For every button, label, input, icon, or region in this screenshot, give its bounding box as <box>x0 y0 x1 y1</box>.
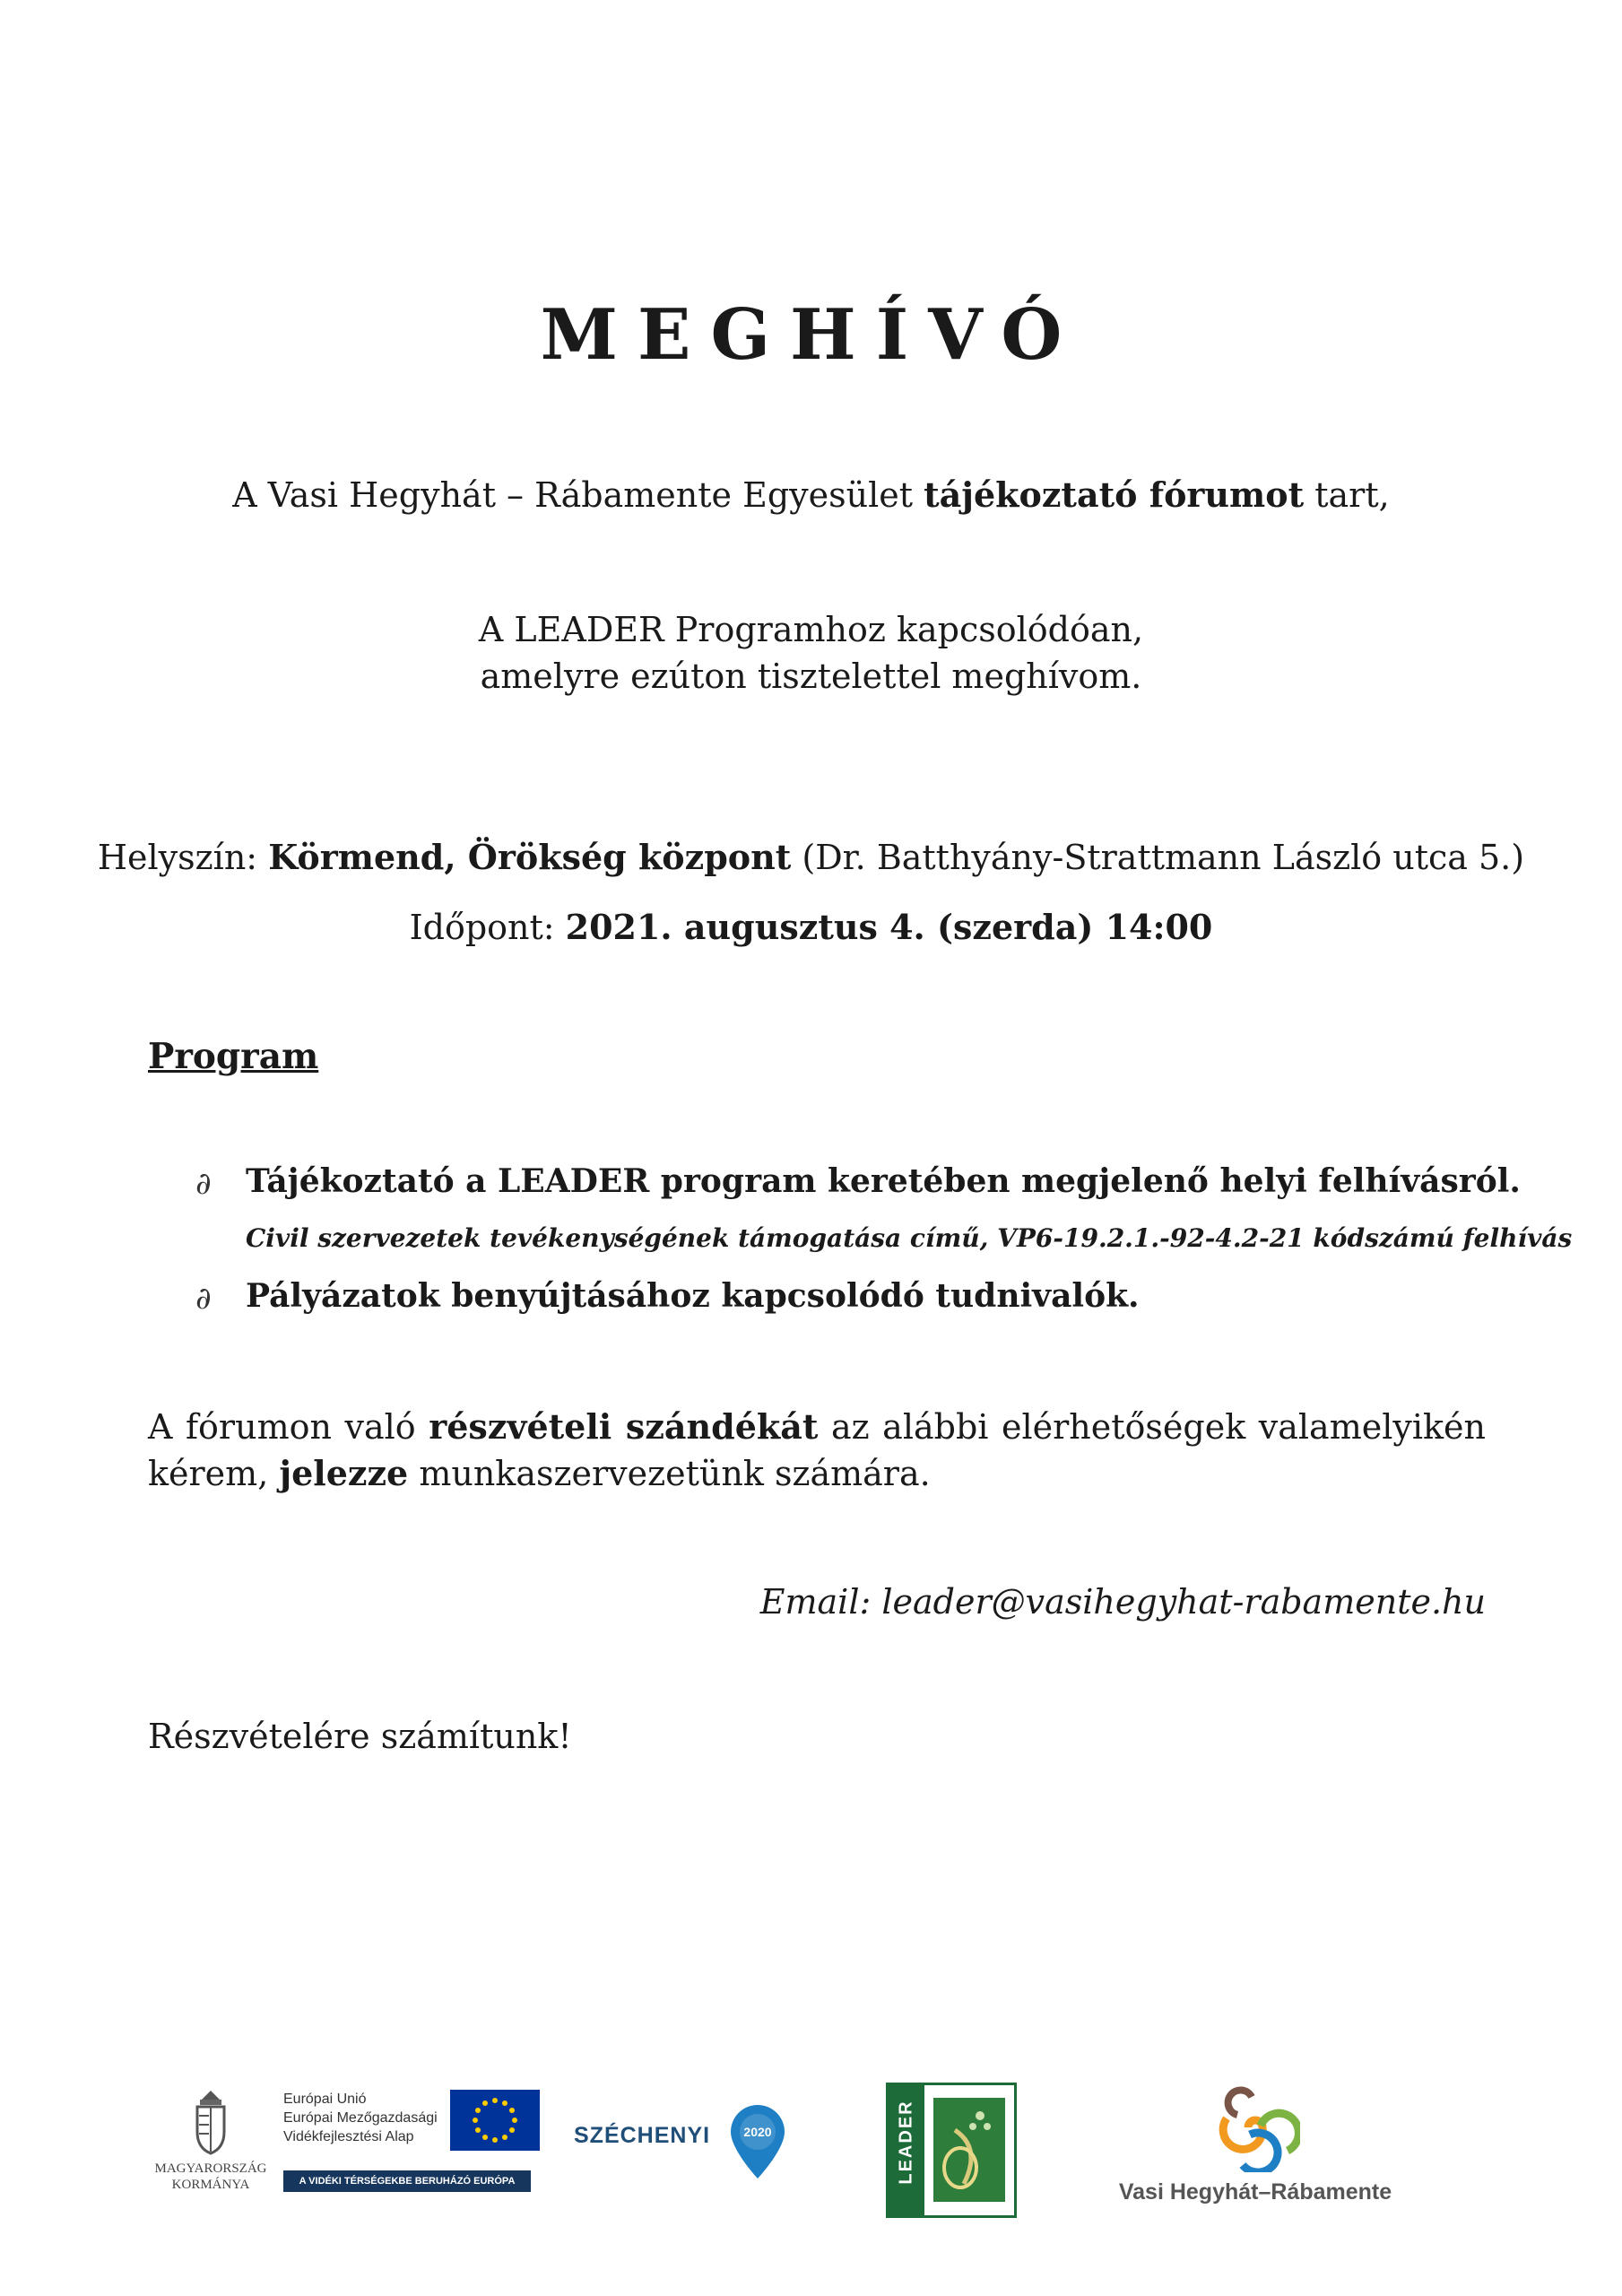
triskelion-icon <box>1210 2083 1300 2172</box>
intro-tail: tart, <box>1304 475 1390 515</box>
time-line <box>0 904 1622 951</box>
participation-bold-1: részvételi szándékát <box>429 1406 819 1447</box>
bullet-icon: ∂ <box>195 1281 212 1317</box>
intro-bold: tájékoztató fórumot <box>924 474 1305 515</box>
document-title: MEGHÍVÓ <box>540 294 1082 376</box>
participation-text-1: A fórumon való <box>148 1407 429 1447</box>
location-line <box>0 834 1622 881</box>
invite-line-2: amelyre ezúton tisztelettel meghívom. <box>480 657 1142 696</box>
participation-text-2: az alábbi elérhetőségek valamelyikén kérem, <box>148 1407 1486 1493</box>
szechenyi-text: SZÉCHENYI <box>574 2123 711 2148</box>
participation-bold-2: jelezze <box>279 1453 409 1493</box>
location-pin-icon <box>728 2103 787 2180</box>
kormany-line-2: KORMÁNYA <box>171 2178 250 2192</box>
invite-line-1: A LEADER Programhoz kapcsolódóan, <box>478 610 1144 649</box>
eu-line-2: Európai Mezőgazdasági <box>283 2110 438 2126</box>
program-item-2: Pályázatok benyújtásához kapcsolódó tudnivalók. <box>246 1277 1140 1315</box>
leader-text: LEADER <box>896 2100 916 2185</box>
kormany-line-1: MAGYARORSZÁG <box>154 2161 267 2176</box>
participation-paragraph <box>148 1404 1486 1497</box>
intro-line <box>0 472 1622 518</box>
time-value: 2021. augusztus 4. (szerda) 14:00 <box>565 907 1213 947</box>
szechenyi-logo <box>574 2103 789 2184</box>
program-heading: Program <box>148 1036 319 1077</box>
closing-line: Részvételére számítunk! <box>148 1717 572 1756</box>
program-item-1: Tájékoztató a LEADER program keretében megjelenő helyi felhívásról. <box>246 1162 1521 1200</box>
location-label: Helyszín: <box>97 838 269 877</box>
program-item-1-sub: Civil szervezetek tevékenységének támogatása című, VP6-19.2.1.-92-4.2-21 kódszámú felhívás <box>246 1223 1573 1253</box>
location-place: Körmend, Örökség központ <box>268 837 792 877</box>
intro-text: A Vasi Hegyhát – Rábamente Egyesület <box>232 475 924 515</box>
eu-line-3: Vidékfejlesztési Alap <box>283 2129 414 2144</box>
vhr-text: Vasi Hegyhát–Rábamente <box>1118 2179 1392 2205</box>
szechenyi-year: 2020 <box>743 2125 772 2139</box>
email-contact: Email: leader@vasihegyhat-rabamente.hu <box>759 1582 1486 1622</box>
eu-flag-icon <box>450 2090 540 2151</box>
eu-logo <box>283 2090 543 2202</box>
eu-banner: A VIDÉKI TÉRSÉGEKBE BERUHÁZÓ EURÓPA <box>283 2170 531 2192</box>
leader-emblem-icon <box>928 2094 1010 2206</box>
participation-text-3: munkaszervezetünk számára. <box>408 1454 931 1493</box>
kormany-logo <box>143 2085 278 2202</box>
vhr-logo <box>1112 2083 1399 2208</box>
coat-of-arms-icon <box>143 2085 278 2157</box>
bullet-icon: ∂ <box>195 1166 212 1202</box>
time-label: Időpont: <box>409 908 566 947</box>
leader-logo <box>886 2083 1017 2218</box>
eu-line-1: Európai Unió <box>283 2092 367 2107</box>
location-address: (Dr. Batthyány-Strattmann László utca 5.) <box>791 838 1525 877</box>
